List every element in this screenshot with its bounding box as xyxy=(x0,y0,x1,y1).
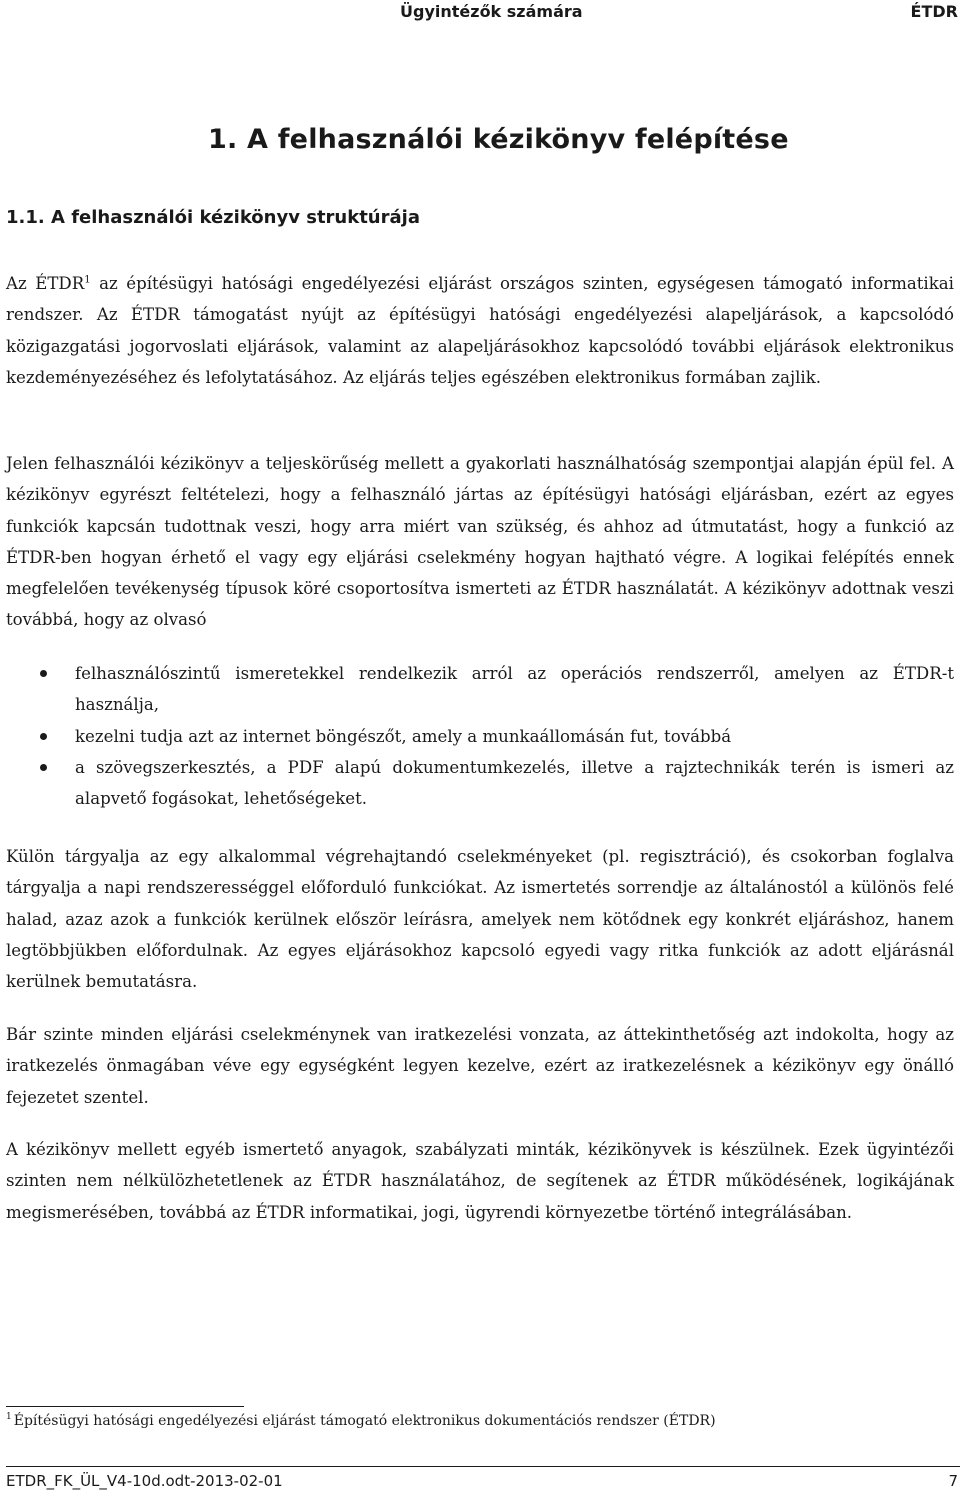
list-item-text: felhasználószintű ismeretekkel rendelkezik arról az operációs rendszerről, amelyen az ÉTDR-t használja, xyxy=(75,664,954,715)
section-title: 1.1. A felhasználói kézikönyv struktúrája xyxy=(6,207,420,228)
header-audience: Ügyintézők számára xyxy=(400,2,583,21)
list-item xyxy=(6,752,954,815)
page-footer xyxy=(6,1472,958,1490)
header-system: ÉTDR xyxy=(910,2,958,21)
footer-divider xyxy=(6,1466,960,1467)
paragraph-intro-rest: az építésügyi hatósági engedélyezési eljárást országos szinten, egységesen támogató informatikai rendszer. Az ÉTDR támogatást nyújt az építésügyi hatósági engedélyezési alapeljárások, a kapcsolódó közigazgatási jogorvoslati eljárások, valamint az alapeljárásokhoz kapcsolódó további eljárások elektronikus kezdeményezéséhez és lefolytatásához. Az eljárás teljes egészében elektronikus formában zajlik. xyxy=(6,274,954,387)
footnote xyxy=(6,1413,716,1429)
bullet-dot-icon xyxy=(40,670,47,677)
bullet-dot-icon xyxy=(40,764,47,771)
footnote-text: Építésügyi hatósági engedélyezési eljárást támogató elektronikus dokumentációs rendszer (ÉTDR) xyxy=(13,1413,716,1429)
reader-assumptions-list xyxy=(6,658,954,814)
bullet-dot-icon xyxy=(40,733,47,740)
list-item xyxy=(6,658,954,721)
page-number: 7 xyxy=(948,1472,958,1490)
paragraph-intro-start: Az ÉTDR xyxy=(6,274,85,293)
list-item-text: a szövegszerkesztés, a PDF alapú dokumentumkezelés, illetve a rajztechnikák terén is ismeri az alapvető fogásokat, lehetőségeket. xyxy=(75,757,954,809)
paragraph-structure: Jelen felhasználói kézikönyv a teljeskörűség mellett a gyakorlati használhatóság szempontjai alapján épül fel. A kézikönyv egyrészt feltételezi, hogy a felhasználó jártas az építésügyi hatósági eljárásban, ezért az egyes funkciók kapcsán tudottnak veszi, hogy arra miért van szükség, és ahhoz ad útmutatást, hogy a funkció az ÉTDR-ben hogyan érhető el vagy egy eljárási cselekmény hogyan hajtható végre. A logikai felépítés ennek megfelelően tevékenység típusok köré csoportosítva ismerteti az ÉTDR használatát. A kézikönyv adottnak veszi továbbá, hogy az olvasó xyxy=(6,454,954,630)
paragraph-intro xyxy=(6,268,954,393)
footnote-reference[interactable]: 1 xyxy=(84,274,91,286)
paragraph-records: Bár szinte minden eljárási cselekménynek van iratkezelési vonzata, az áttekinthetőség azt indokolta, hogy az iratkezelés önmagában véve egy egységként legyen kezelve, ezért az iratkezelésnek a kézikönyv egy önálló fejezetet szentel. xyxy=(6,1025,954,1107)
paragraph-ordering: Külön tárgyalja az egy alkalommal végrehajtandó cselekményeket (pl. regisztráció), és csokorban foglalva tárgyalja a napi rendszerességgel előforduló funkciókat. Az ismertetés sorrendje az általánostól a különös felé halad, azaz azok a funkciók kerülnek először leírásra, amelyek nem kötődnek egy konkrét eljáráshoz, hanem legtöbbjükben előfordulnak. Az egyes eljárásokhoz kapcsoló egyedi vagy ritka funkciók az adott eljárásnál kerülnek bemutatásra. xyxy=(6,847,954,992)
list-item xyxy=(6,721,954,752)
list-item-text: kezelni tudja azt az internet böngészőt, amely a munkaállomásán fut, továbbá xyxy=(75,726,732,746)
footnote-divider xyxy=(6,1406,244,1407)
document-id: ETDR_FK_ÜL_V4-10d.odt-2013-02-01 xyxy=(6,1472,283,1490)
footnote-number: 1 xyxy=(6,1412,12,1423)
running-header xyxy=(0,0,960,26)
paragraph-materials: A kézikönyv mellett egyéb ismertető anyagok, szabályzati minták, kézikönyvek is készülnek. Ezek ügyintézői szinten nem nélkülözhetetlenek az ÉTDR használatához, de segítenek az ÉTDR működésének, logikájának megismerésében, továbbá az ÉTDR informatikai, jogi, ügyrendi környezetbe történő integrálásában. xyxy=(6,1140,954,1222)
chapter-title: 1. A felhasználói kézikönyv felépítése xyxy=(208,124,789,155)
